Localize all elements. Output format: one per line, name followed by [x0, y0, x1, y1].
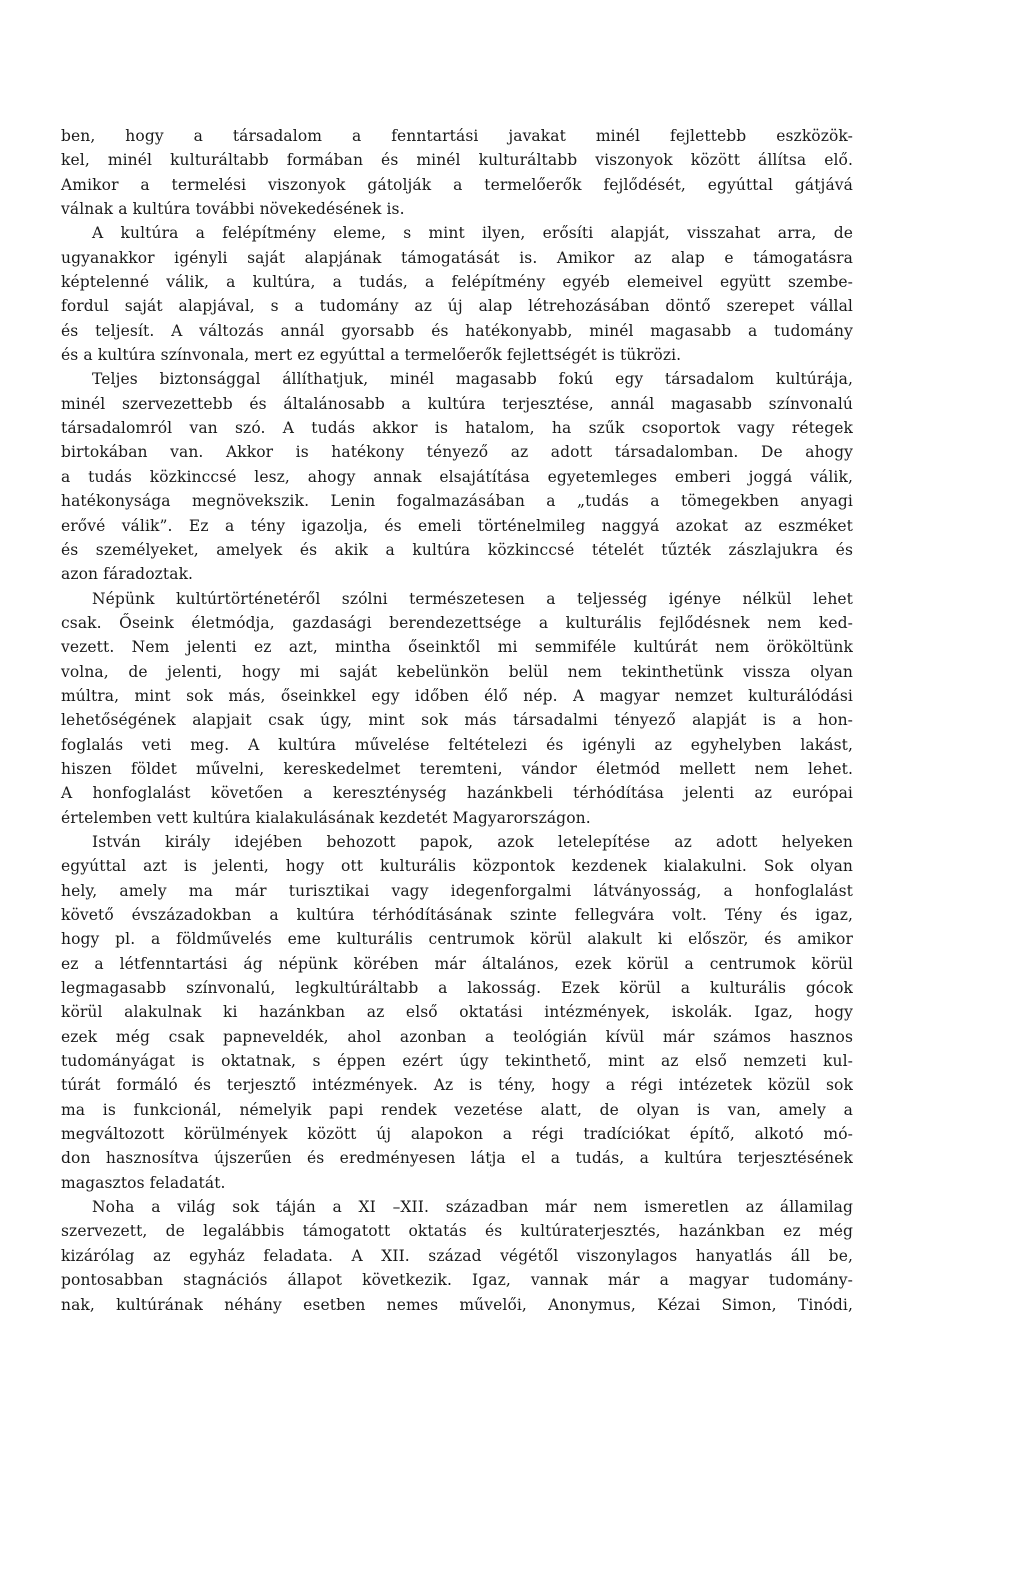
text-line: követő évszázadokban a kultúra térhódításának szinte fellegvára volt. Tény és igaz, [61, 906, 853, 924]
text-line: legmagasabb színvonalú, legkultúráltabb a lakosság. Ezek körül a kulturális gócok [61, 979, 853, 998]
text-line: kizárólag az egyház feladata. A XII. század végétől viszonylagos hanyatlás áll be, [61, 1246, 853, 1265]
text-line: egyúttal azt is jelenti, hogy ott kulturális központok kezdenek kialakulni. Sok olyan [61, 857, 853, 876]
text-line: ma is funkcionál, némelyik papi rendek vezetése alatt, de olyan is van, amely a [61, 1100, 853, 1119]
text-line: tudományágat is oktatnak, s éppen ezért úgy tekinthető, mint az első nemzeti kul- [61, 1052, 853, 1071]
text-line: A honfoglalást követően a kereszténység hazánkbeli térhódítása jelenti az európai [61, 784, 853, 803]
paragraph [61, 1195, 853, 1317]
text-line: és teljesít. A változás annál gyorsabb és hatékonyabb, minél magasabb a tudomány [61, 321, 853, 340]
text-line: a tudás közkinccsé lesz, ahogy annak elsajátítása egyetemleges emberi joggá válik, [61, 467, 853, 486]
text-line: múltra, mint sok más, őseinkkel egy időben élő nép. A magyar nemzet kulturálódási [61, 686, 853, 705]
text-line: vezett. Nem jelenti ez azt, mintha őseinktől mi semmiféle kultúrát nem örököltünk [61, 638, 853, 657]
text-line: hogy pl. a földművelés eme kulturális centrumok körül alakult ki először, és amikor [61, 930, 853, 949]
text-line: hiszen földet művelni, kereskedelmet teremteni, vándor életmód mellett nem lehet. [61, 759, 853, 778]
text-line: és a kultúra színvonala, mert ez egyúttal a termelőerők fejlettségét is tükrözi. [61, 346, 682, 365]
text-body [61, 124, 853, 1317]
paragraph [61, 124, 853, 221]
text-line: azon fáradoztak. [61, 565, 194, 584]
text-line: foglalás veti meg. A kultúra művelése feltételezi és igényli az egyhelyben lakást, [61, 735, 853, 754]
text-line: Amikor a termelési viszonyok gátolják a termelőerők fejlődését, egyúttal gátjává [61, 175, 853, 194]
text-line: Népünk kultúrtörténetéről szólni természetesen a teljesség igénye nélkül lehet [92, 589, 853, 608]
text-line: ezek még csak papneveldék, ahol azonban a teológián kívül már számos hasznos [61, 1027, 853, 1046]
text-line: megváltozott körülmények között új alapokon a régi tradíciókat építő, alkotó mó- [61, 1125, 853, 1144]
paragraph [61, 830, 853, 1195]
text-line: birtokában van. Akkor is hatékony tényező az adott társadalomban. De ahogy [61, 443, 853, 462]
text-line: szervezett, de legalábbis támogatott oktatás és kultúraterjesztés, hazánkban ez még [61, 1222, 853, 1241]
text-line: nak, kultúrának néhány esetben nemes művelői, Anonymus, Kézai Simon, Tinódi, [61, 1295, 853, 1314]
text-line: hely, amely ma már turisztikai vagy idegenforgalmi látványosság, a honfoglalást [61, 881, 853, 900]
text-line: és személyeket, amelyek és akik a kultúra közkinccsé tételét tűzték zászlajukra és [61, 540, 853, 559]
text-line: képtelenné válik, a kultúra, a tudás, a felépítmény egyéb elemeivel együtt szembe- [61, 273, 853, 292]
text-line: ez a létfenntartási ág népünk körében már általános, ezek körül a centrumok körül [61, 954, 853, 973]
paragraph [61, 367, 853, 586]
text-line: értelemben vett kultúra kialakulásának kezdetét Magyarországon. [61, 808, 591, 827]
text-line: volna, de jelenti, hogy mi saját kebelünkön belül nem tekinthetünk vissza olyan [61, 662, 853, 681]
paragraph [61, 221, 853, 367]
text-line: válnak a kultúra további növekedésének is. [61, 200, 405, 219]
text-line: fordul saját alapjával, s a tudomány az új alap létrehozásában döntő szerepet vállal [61, 297, 853, 316]
text-line: túrát formáló és terjesztő intézmények. Az is tény, hogy a régi intézetek közül sok [61, 1076, 853, 1095]
text-line: erővé válik”. Ez a tény igazolja, és emeli történelmileg naggyá azokat az eszméket [61, 516, 853, 535]
text-line: ugyanakkor igényli saját alapjának támogatását is. Amikor az alap e támogatásra [61, 248, 853, 267]
text-line: minél szervezettebb és általánosabb a kultúra terjesztése, annál magasabb színvonalú [61, 394, 853, 413]
text-line: kel, minél kulturáltabb formában és minél kulturáltabb viszonyok között állítsa elő. [61, 151, 853, 170]
text-line: csak. Őseink életmódja, gazdasági berendezettsége a kulturális fejlődésnek nem ked- [61, 613, 853, 632]
text-line: Noha a világ sok táján a XI –XII. században már nem ismeretlen az államilag [92, 1198, 853, 1217]
text-line: A kultúra a felépítmény eleme, s mint ilyen, erősíti alapját, visszahat arra, de [92, 224, 853, 243]
text-line: pontosabban stagnációs állapot következik. Igaz, vannak már a magyar tudomány- [61, 1271, 853, 1290]
text-line: magasztos feladatát. [61, 1173, 226, 1192]
text-line: ben, hogy a társadalom a fenntartási javakat minél fejlettebb eszközök- [61, 127, 853, 145]
text-line: István király idejében behozott papok, azok letelepítése az adott helyeken [92, 832, 853, 851]
text-line: don hasznosítva újszerűen és eredményesen látja el a tudás, a kultúra terjesztésének [61, 1149, 853, 1168]
text-line: lehetőségének alapjait csak úgy, mint sok más társadalmi tényező alapját is a hon- [61, 711, 853, 730]
text-line: körül alakulnak ki hazánkban az első oktatási intézmények, iskolák. Igaz, hogy [61, 1003, 853, 1022]
text-line: hatékonysága megnövekszik. Lenin fogalmazásában a „tudás a tömegekben anyagi [61, 492, 853, 511]
text-line: Teljes biztonsággal állíthatjuk, minél magasabb fokú egy társadalom kultúrája, [92, 370, 853, 389]
text-line: társadalomról van szó. A tudás akkor is hatalom, ha szűk csoportok vagy rétegek [61, 419, 853, 438]
paragraph [61, 587, 853, 830]
